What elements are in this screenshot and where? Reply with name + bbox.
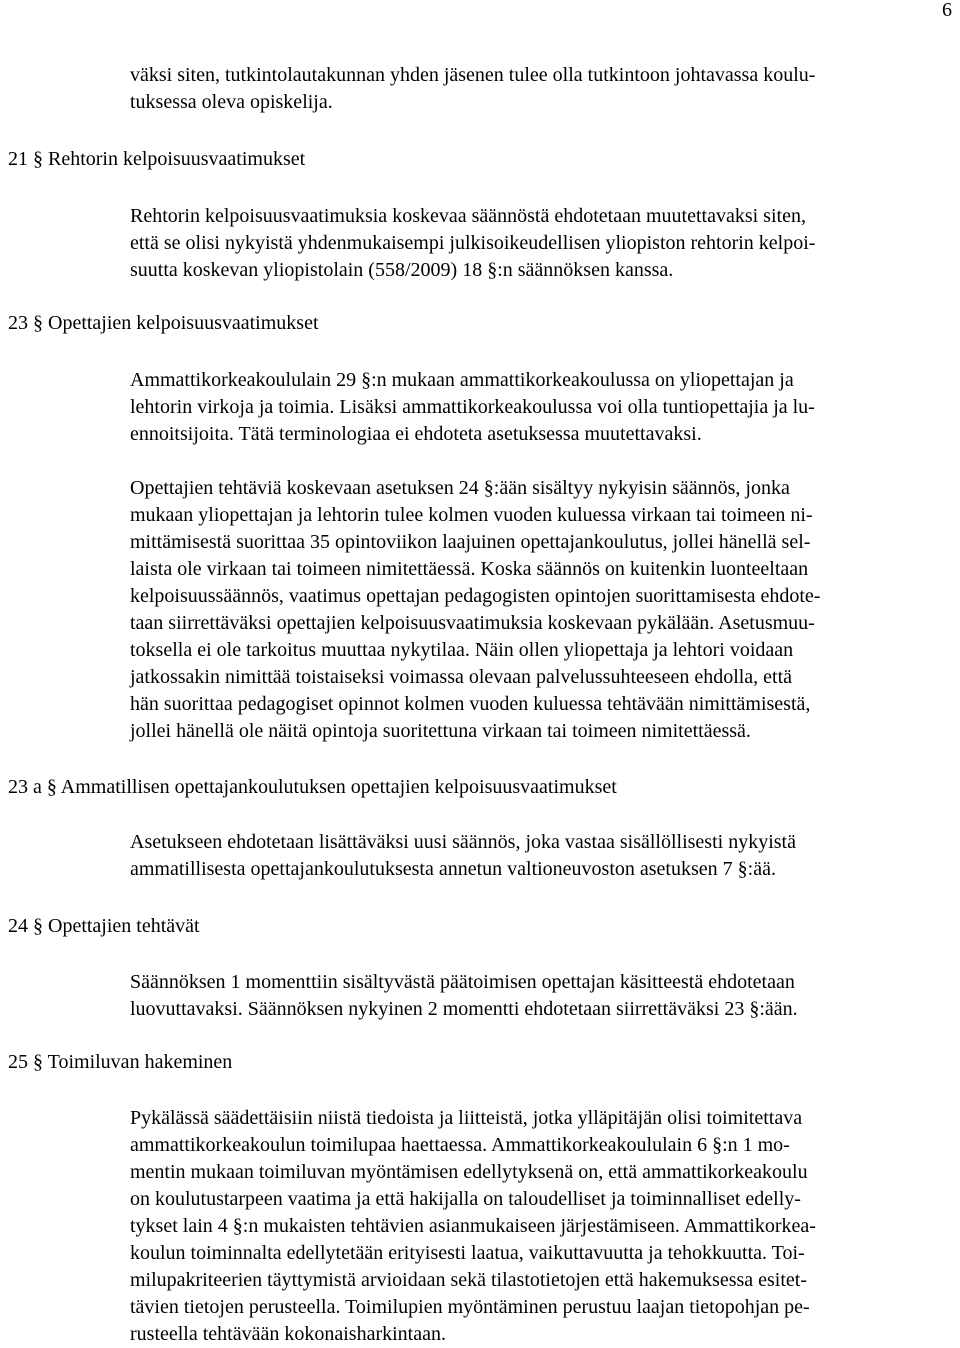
- text-line: tävien tietojen perusteella. Toimilupien myöntäminen perustuu laajan tietopohjan pe-: [130, 1296, 810, 1318]
- text-line: Pykälässä säädettäisiin niistä tiedoista ja liitteistä, jotka ylläpitäjän olisi toimitettava: [130, 1107, 803, 1129]
- text-line: mukaan yliopettajan ja lehtorin tulee kolmen vuoden kuluessa virkaan tai toimeen ni-: [130, 504, 813, 526]
- text-line: tykset lain 4 §:n mukaisten tehtävien asianmukaiseen järjestämiseen. Ammattikorkea-: [130, 1215, 816, 1237]
- text-line: lehtorin virkoja ja toimia. Lisäksi ammattikorkeakoulussa voi olla tuntiopettajia ja lu-: [130, 396, 815, 418]
- section-heading-23: 23 § Opettajien kelpoisuusvaatimukset: [8, 312, 319, 334]
- paragraph-intro: [130, 62, 815, 116]
- text-line: jollei hänellä ole näitä opintoja suoritettuna virkaan tai toimeen nimitettäessä.: [130, 720, 751, 742]
- page-number: 6: [942, 0, 952, 21]
- text-line: Opettajien tehtäviä koskevaan asetuksen 24 §:ään sisältyy nykyisin säännös, jonka: [130, 477, 790, 499]
- text-line: suutta koskevan yliopistolain (558/2009) 18 §:n säännöksen kanssa.: [130, 259, 674, 281]
- text-line: mentin mukaan toimiluvan myöntämisen edellytyksenä on, että ammattikorkeakoulu: [130, 1161, 808, 1183]
- text-line: jatkossakin nimittää toistaiseksi voimassa olevaan palvelussuhteeseen ehdolla, että: [130, 666, 793, 688]
- text-line: mittämisestä suorittaa 35 opintoviikon laajuinen opettajankoulutus, jollei hänellä sel-: [130, 531, 811, 553]
- text-line: toksella ei ole tarkoitus muuttaa nykytilaa. Näin ollen yliopettaja ja lehtori voidaan: [130, 639, 794, 661]
- paragraph-21: [130, 203, 815, 284]
- text-line: ennoitsijoita. Tätä terminologiaa ei ehdoteta asetuksessa muutettavaksi.: [130, 423, 702, 445]
- text-line: ammatillisesta opettajankoulutuksesta annetun valtioneuvoston asetuksen 7 §:ää.: [130, 858, 776, 880]
- text-line: milupakriteerien täyttymistä arvioidaan sekä tilastotietojen että hakemuksessa esitet-: [130, 1269, 808, 1291]
- text-line: kelpoisuussäännös, vaatimus opettajan pedagogisten opintojen suorittamisesta ehdote-: [130, 585, 821, 607]
- text-line: rusteella tehtävään kokonaisharkintaan.: [130, 1323, 446, 1345]
- paragraph-23-first: [130, 367, 815, 448]
- paragraph-24: [130, 969, 798, 1023]
- paragraph-23-second: [130, 475, 820, 745]
- text-line: Rehtorin kelpoisuusvaatimuksia koskevaa säännöstä ehdotetaan muutettavaksi siten,: [130, 205, 806, 227]
- paragraph-25: [130, 1105, 816, 1348]
- text-line: on koulutustarpeen vaatima ja että hakijalla on taloudelliset ja toiminnalliset edelly-: [130, 1188, 801, 1210]
- text-line: taan siirrettäväksi opettajien kelpoisuusvaatimuksia koskevaan pykälään. Asetusmuu-: [130, 612, 815, 634]
- text-line: ammattikorkeakoulun toimilupaa haettaessa. Ammattikorkeakoululain 6 §:n 1 mo-: [130, 1134, 790, 1156]
- section-heading-25: 25 § Toimiluvan hakeminen: [8, 1051, 233, 1073]
- text-line: koulun toiminnalta edellytetään erityisesti laatua, vaikuttavuutta ja tehokkuutta. Toi-: [130, 1242, 805, 1264]
- section-heading-23a: 23 a § Ammatillisen opettajankoulutuksen opettajien kelpoisuusvaatimukset: [8, 776, 617, 798]
- text-line: että se olisi nykyistä yhdenmukaisempi julkisoikeudellisen yliopiston rehtorin kelpoi-: [130, 232, 816, 254]
- text-line: luovuttavaksi. Säännöksen nykyinen 2 momentti ehdotetaan siirrettäväksi 23 §:ään.: [130, 998, 798, 1020]
- text-line: väksi siten, tutkintolautakunnan yhden jäsenen tulee olla tutkintoon johtavassa koulu-: [130, 64, 816, 86]
- text-line: Ammattikorkeakoululain 29 §:n mukaan ammattikorkeakoulussa on yliopettajan ja: [130, 369, 794, 391]
- section-heading-21: 21 § Rehtorin kelpoisuusvaatimukset: [8, 148, 306, 170]
- text-line: hän suorittaa pedagogiset opinnot kolmen vuoden kuluessa tehtävään nimittämisestä,: [130, 693, 811, 715]
- text-line: Säännöksen 1 momenttiin sisältyvästä päätoimisen opettajan käsitteestä ehdotetaan: [130, 971, 795, 993]
- text-line: laista ole virkaan tai toimeen nimitettäessä. Koska säännös on kuitenkin luonteeltaan: [130, 558, 809, 580]
- text-line: tuksessa oleva opiskelija.: [130, 91, 333, 113]
- section-heading-24: 24 § Opettajien tehtävät: [8, 915, 200, 937]
- text-line: Asetukseen ehdotetaan lisättäväksi uusi säännös, joka vastaa sisällöllisesti nykyistä: [130, 831, 796, 853]
- paragraph-23a: [130, 829, 796, 883]
